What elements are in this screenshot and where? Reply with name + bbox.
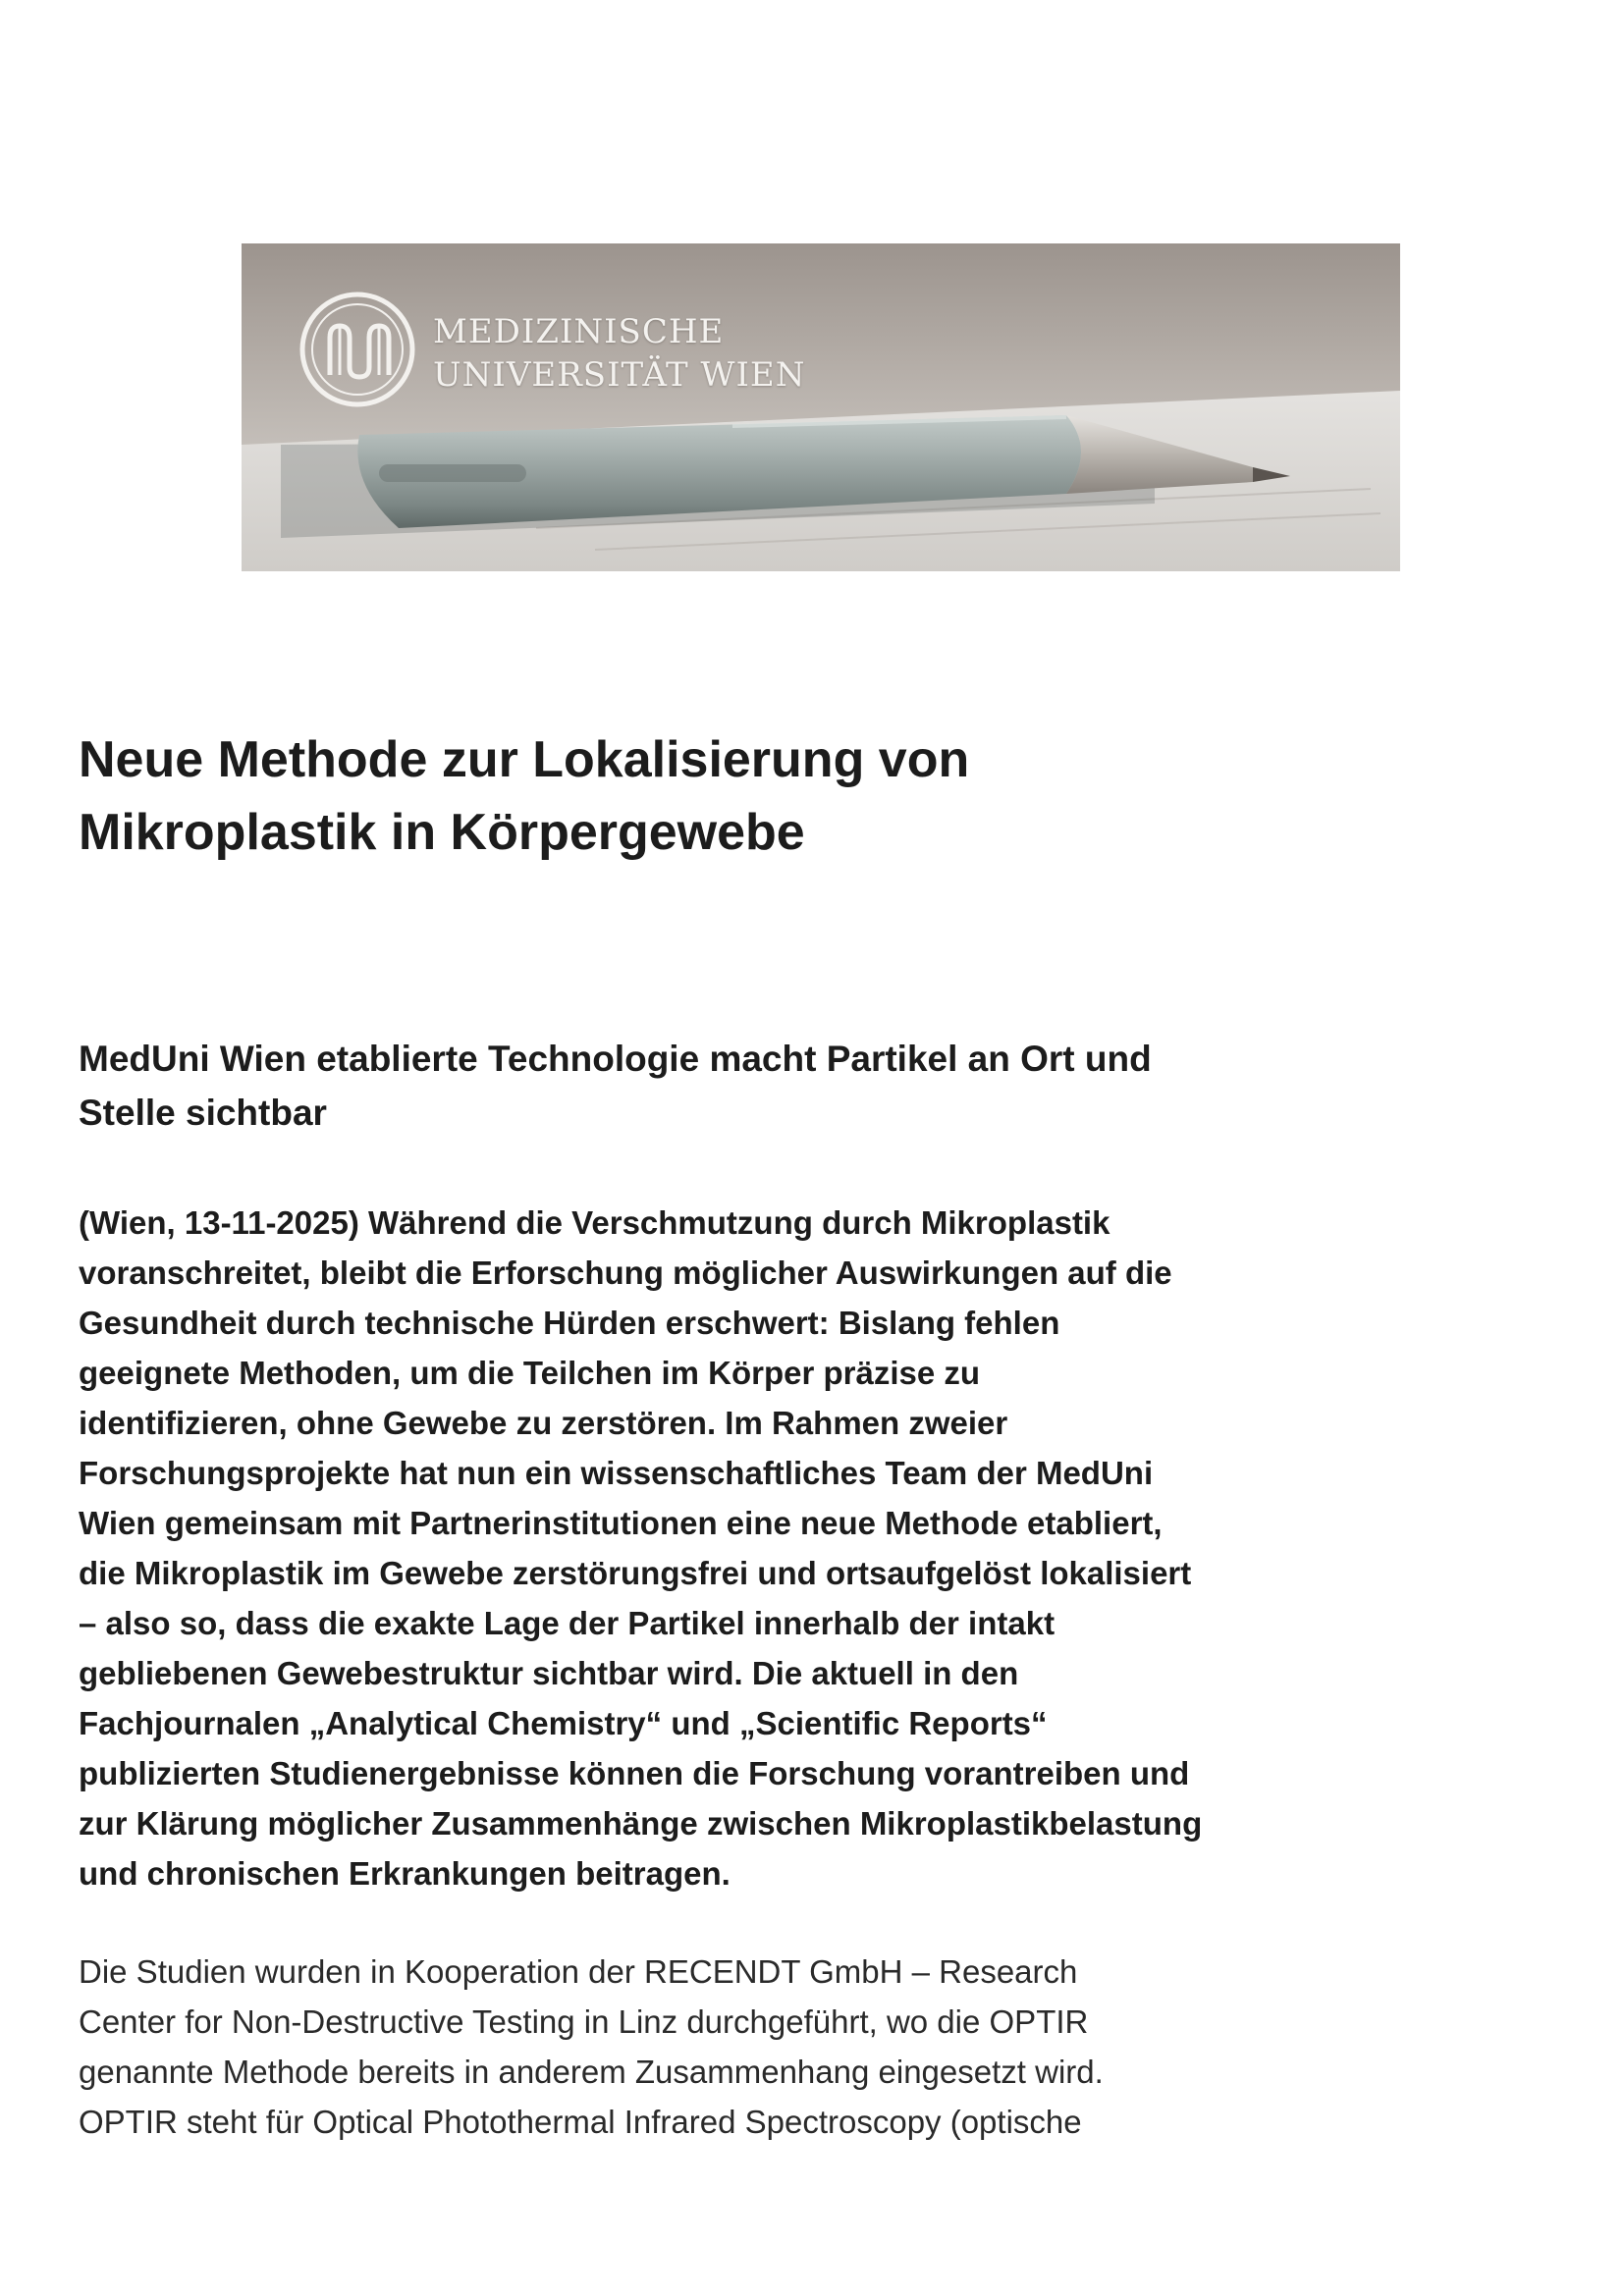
body-line: OPTIR steht für Optical Photothermal Infrared Spectroscopy (optische	[79, 2104, 1082, 2140]
lead-line: Forschungsprojekte hat nun ein wissenschaftliches Team der MedUni	[79, 1455, 1154, 1491]
body-paragraph	[79, 1947, 1355, 2147]
lead-line: – also so, dass die exakte Lage der Partikel innerhalb der intakt	[79, 1605, 1056, 1641]
meduni-logo-icon	[302, 294, 412, 404]
lead-line: identifizieren, ohne Gewebe zu zerstören. Im Rahmen zweier	[79, 1405, 1008, 1441]
body-line: Die Studien wurden in Kooperation der RECENDT GmbH – Research	[79, 1953, 1078, 1990]
body-line: genannte Methode bereits in anderem Zusammenhang eingesetzt wird.	[79, 2054, 1104, 2090]
lead-line: Gesundheit durch technische Hürden erschwert: Bislang fehlen	[79, 1305, 1060, 1341]
pen-photo-illustration	[242, 243, 1400, 571]
lead-line: zur Klärung möglicher Zusammenhänge zwischen Mikroplastikbelastung	[79, 1805, 1203, 1842]
lead-line: publizierten Studienergebnisse können die Forschung vorantreiben und	[79, 1755, 1190, 1791]
lead-line: voranschreitet, bleibt die Erforschung möglicher Auswirkungen auf die	[79, 1255, 1172, 1291]
subtitle-line: Stelle sichtbar	[79, 1093, 327, 1133]
lead-line: gebliebenen Gewebestruktur sichtbar wird. Die aktuell in den	[79, 1655, 1019, 1691]
lead-line: geeignete Methoden, um die Teilchen im Körper präzise zu	[79, 1355, 981, 1391]
lead-line: und chronischen Erkrankungen beitragen.	[79, 1855, 731, 1892]
article-title	[79, 723, 1355, 869]
lead-line: Wien gemeinsam mit Partnerinstitutionen eine neue Methode etabliert,	[79, 1505, 1163, 1541]
university-logo-text	[433, 310, 805, 397]
lead-paragraph	[79, 1198, 1355, 1898]
logo-line-2: UNIVERSITÄT WIEN	[433, 355, 806, 395]
lead-line: die Mikroplastik im Gewebe zerstörungsfrei und ortsaufgelöst lokalisiert	[79, 1555, 1192, 1591]
lead-line: (Wien, 13-11-2025) Während die Verschmutzung durch Mikroplastik	[79, 1204, 1110, 1241]
article-subtitle	[79, 1032, 1355, 1140]
subtitle-line: MedUni Wien etablierte Technologie macht Partikel an Ort und	[79, 1039, 1152, 1079]
body-line: Center for Non-Destructive Testing in Linz durchgeführt, wo die OPTIR	[79, 2003, 1089, 2040]
title-line: Mikroplastik in Körpergewebe	[79, 804, 805, 861]
header-banner-image	[242, 243, 1400, 571]
title-line: Neue Methode zur Lokalisierung von	[79, 731, 970, 788]
lead-line: Fachjournalen „Analytical Chemistry“ und „Scientific Reports“	[79, 1705, 1048, 1741]
logo-line-1: MEDIZINISCHE	[433, 312, 725, 351]
